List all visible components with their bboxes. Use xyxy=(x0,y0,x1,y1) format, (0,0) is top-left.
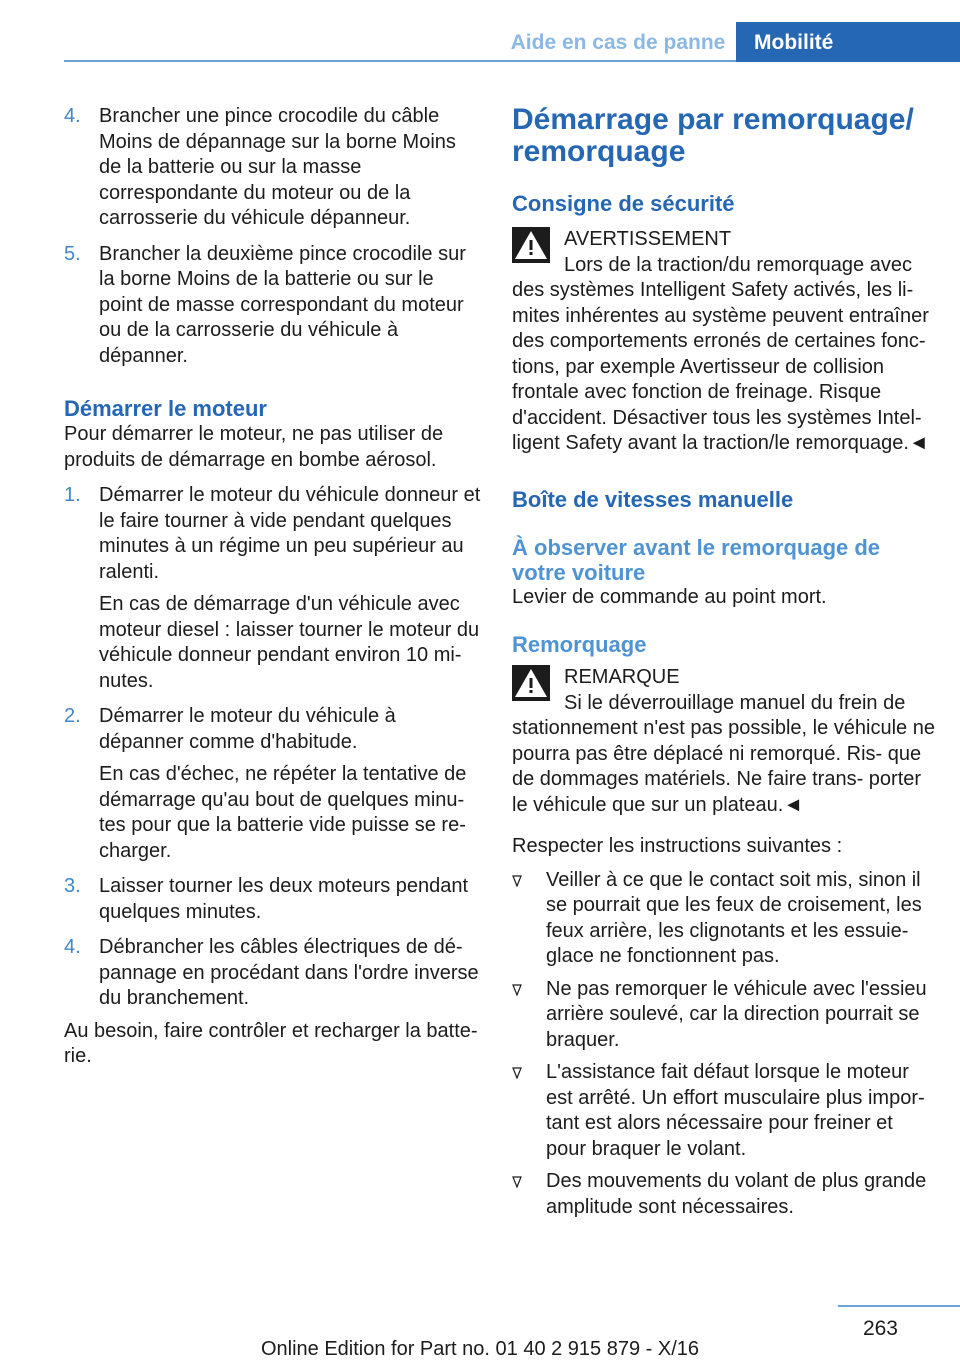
item-number: 4. xyxy=(64,105,81,127)
list-item xyxy=(64,874,482,925)
edition-footer: Online Edition for Part no. 01 40 2 915 879 - X/16 xyxy=(260,1338,700,1360)
warning-first-line: Lors de la traction/du remorquage avec xyxy=(564,253,912,276)
item-text: Brancher la deuxième pince crocodile sur la borne Moins de la batterie ou sur le point de masse correspondant du moteur ou de la carrosserie du véhicule à dépanner. xyxy=(99,242,466,367)
section-heading-boite: Boîte de vitesses manuelle xyxy=(512,486,794,512)
left-column xyxy=(64,104,482,1070)
bullet-text: Veiller à ce que le contact soit mis, sinon il se pourrait que les feux de croisement, les feux arrière, les clignotants et les essuie- glace ne fonctionnent pas. xyxy=(546,868,922,967)
bullet-triangle-icon xyxy=(512,1067,522,1079)
right-column xyxy=(512,104,936,1220)
section-heading-demarrer: Démarrer le moteur xyxy=(64,396,267,421)
bullet-text: Des mouvements du volant de plus grande amplitude sont nécessaires. xyxy=(546,1170,927,1218)
list-item xyxy=(64,483,482,694)
list-item xyxy=(64,242,482,370)
list-item xyxy=(512,868,936,970)
list-item xyxy=(64,704,482,864)
item-text: Démarrer le moteur du véhicule donneur et le faire tourner à vide pendant quelques minutes à un régime un peu supérieur au ralenti. xyxy=(99,484,481,583)
intro-paragraph: Pour démarrer le moteur, ne pas utiliser de produits de démarrage en bombe aérosol. xyxy=(64,423,444,471)
item-number: 1. xyxy=(64,484,81,506)
item-number: 4. xyxy=(64,936,81,958)
observe-text: Levier de commande au point mort. xyxy=(512,585,827,608)
bullet-text: Ne pas remorquer le véhicule avec l'essieu arrière soulevé, car la direction pourrait se braquer. xyxy=(546,977,927,1051)
notice-first-line: Si le déverrouillage manuel du frein de xyxy=(564,691,906,714)
notice-box xyxy=(512,665,936,818)
item-number: 5. xyxy=(64,242,81,265)
tab-section-aide[interactable]: Aide en cas de panne xyxy=(510,31,726,54)
closing-paragraph: Au besoin, faire contrôler et recharger la batte‐ rie. xyxy=(64,1019,478,1067)
notice-text: stationnement n'est pas possible, le véhicule ne pourra pas être déplacé ni remorqué. Ris‐ que de dommages matériels. Ne faire trans‐ porter le véhicule que sur un plateau.◄ xyxy=(512,717,935,816)
tab-mobilite[interactable]: Mobilité xyxy=(736,22,960,62)
list-item xyxy=(512,1060,936,1162)
list-item xyxy=(512,1169,936,1220)
item-text: Laisser tourner les deux moteurs pendant quelques minutes. xyxy=(99,875,469,923)
warning-triangle-icon xyxy=(512,227,550,263)
warning-label: AVERTISSEMENT xyxy=(564,228,732,250)
warning-text: des systèmes Intelligent Safety activés, les li‐ mites inhérentes au système peuvent entraîner des comportements erronés de certaines fonc‐ tions, par exemple Avertisseur de collision frontale avec fonction de freinage. Risque d'accident. Désactiver tous les systèmes Intel‐ ligent Safety avant la traction/le remorquage.◄ xyxy=(512,279,929,454)
section-heading-securite: Consigne de sécurité xyxy=(512,191,735,216)
bullet-text: L'assistance fait défaut lorsque le moteur est arrêté. Un effort musculaire plus impor‐ tant est alors nécessaire pour freiner et pour braquer le volant. xyxy=(546,1061,925,1160)
notice-label: REMARQUE xyxy=(564,666,680,688)
subheading-remorquage: Remorquage xyxy=(512,632,647,657)
list-item xyxy=(64,935,482,1012)
instructions-intro: Respecter les instructions suivantes : xyxy=(512,835,843,857)
bullet-triangle-icon xyxy=(512,875,522,887)
list-item xyxy=(512,977,936,1054)
item-number: 3. xyxy=(64,875,81,897)
item-subtext: En cas de démarrage d'un véhicule avec moteur diesel : laisser tourner le moteur du véhicule donneur pendant environ 10 mi‐ nutes. xyxy=(99,593,480,692)
item-text: Débrancher les câbles électriques de dé‐ pannage en procédant dans l'ordre inverse du branchement. xyxy=(99,936,479,1009)
bullet-triangle-icon xyxy=(512,1176,522,1188)
warning-triangle-icon xyxy=(512,665,550,701)
subheading-observer: À observer avant le remorquage de votre voiture xyxy=(512,534,881,585)
item-subtext: En cas d'échec, ne répéter la tentative de démarrage qu'au bout de quelques minu‐ tes pour que la batterie vide puisse se re‐ charger. xyxy=(99,763,467,862)
item-text: Démarrer le moteur du véhicule à dépanner comme d'habitude. xyxy=(99,705,396,753)
item-text: Brancher une pince crocodile du câble Moins de dépannage sur la borne Moins de la batterie ou sur la masse correspondante du moteur ou de la carrosserie du véhicule dépanneur. xyxy=(99,105,456,229)
page-number: 263 xyxy=(862,1317,898,1340)
page-section-title: Démarrage par remorquage/ remorquage xyxy=(512,103,914,168)
warning-box xyxy=(512,227,936,457)
bullet-triangle-icon xyxy=(512,984,522,996)
item-number: 2. xyxy=(64,705,81,727)
list-item xyxy=(64,104,482,232)
footer-rule xyxy=(838,1305,960,1307)
